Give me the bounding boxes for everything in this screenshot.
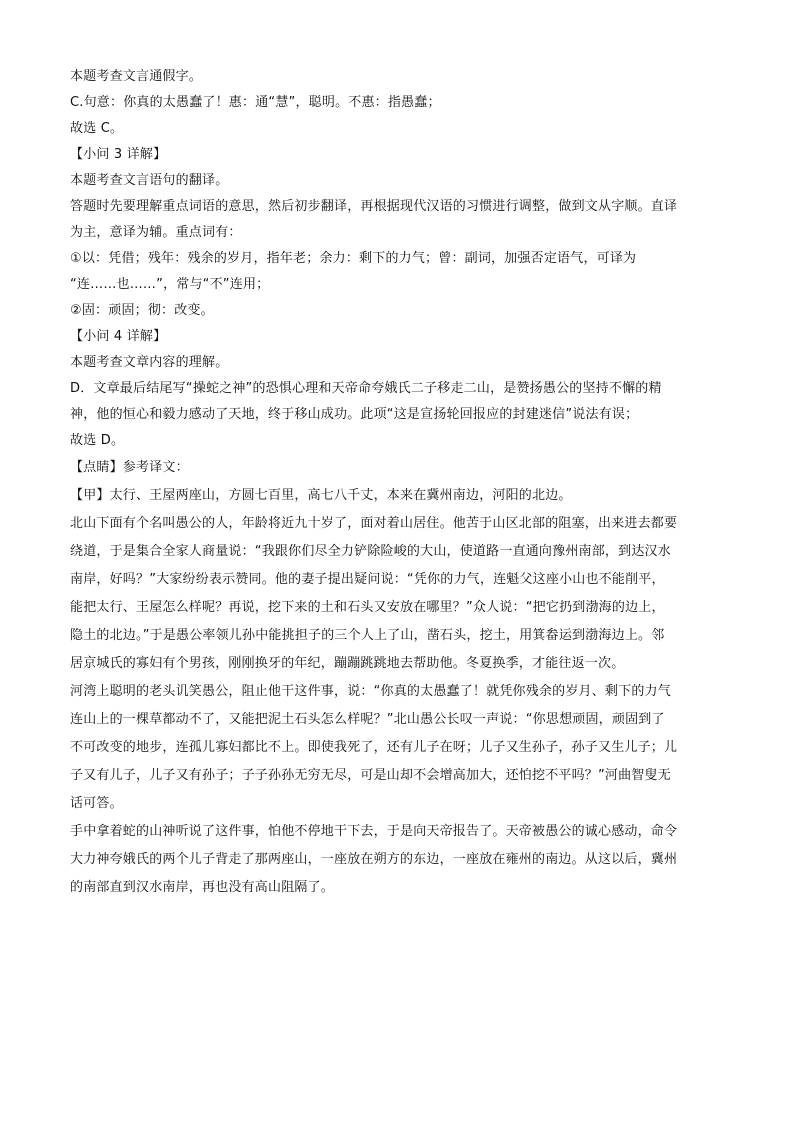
section-heading: 【小问 3 详解】: [70, 147, 167, 162]
document-body: [70, 64, 722, 902]
text-line: ①以：凭借；残年：残余的岁月，指年老；余力：剩下的力气；曾：副词，加强否定语气，可译为: [70, 251, 637, 266]
text-line: 故选 D。: [70, 433, 125, 448]
text-line: 的南部直到汉水南岸，再也没有高山阻隔了。: [70, 880, 335, 895]
text-line: 故选 C。: [70, 121, 124, 136]
text-line: C.句意：你真的太愚蠢了！惠：通“慧”，聪明。不惠：指愚蠢；: [70, 95, 441, 110]
text-line: 本题考查文章内容的理解。: [70, 355, 229, 370]
answer-block-q4: [70, 324, 722, 454]
text-line: D．文章最后结尾写“操蛇之神”的恐惧心理和天帝命夸娥氏二子移走二山，是赞扬愚公的坚持不懈的精: [70, 381, 662, 396]
section-heading: 【小问 4 详解】: [70, 329, 167, 344]
text-line: “连……也……”，常与“不”连用；: [70, 277, 270, 292]
text-line: 隐土的北边。”于是愚公率领儿孙中能挑担子的三个人上了山，凿石头，挖土，用箕畚运到渤海边上。邻: [70, 628, 665, 643]
text-line: 居京城氏的寡妇有个男孩，刚刚换牙的年纪，蹦蹦跳跳地去帮助他。冬夏换季，才能往返一次。: [70, 656, 625, 671]
text-line: 连山上的一棵草都动不了，又能把泥土石头怎么样呢？”北山愚公长叹一声说：“你思想顽固，顽固到了: [70, 712, 665, 727]
text-line: 子又有儿子，儿子又有孙子；子子孙孙无穷无尽，可是山却不会增高加大，还怕挖不平吗？”河曲智叟无: [70, 768, 671, 783]
text-line: 话可答。: [70, 796, 123, 811]
text-line: 手中拿着蛇的山神听说了这件事，怕他不停地干下去，于是向天帝报告了。天帝被愚公的诚心感动，命令: [70, 824, 678, 839]
text-line: 绕道，于是集合全家人商量说：“我跟你们尽全力铲除险峻的大山，使道路一直通向豫州南部，到达汉水: [70, 544, 671, 559]
answer-block-q3: [70, 142, 722, 324]
text-line: 南岸，好吗？”大家纷纷表示赞同。他的妻子提出疑问说：“凭你的力气，连魁父这座小山也不能削平，: [70, 572, 665, 587]
text-line: 不可改变的地步，连孤儿寡妇都比不上。即使我死了，还有儿子在呀；儿子又生孙子，孙子又生儿子；儿: [70, 740, 678, 755]
section-heading: 【点睛】参考译文：: [70, 460, 189, 475]
text-line: 答题时先要理解重点词语的意思，然后初步翻译，再根据现代汉语的习惯进行调整，做到文从字顺。直译: [70, 199, 678, 214]
text-line: ②固：顽固；彻：改变。: [70, 303, 214, 318]
text-line: 大力神夸娥氏的两个儿子背走了那两座山，一座放在朔方的东边，一座放在雍州的南边。从这以后，冀州: [70, 852, 678, 867]
text-line: 河湾上聪明的老头讥笑愚公，阻止他干这件事，说：“你真的太愚蠢了！就凭你残余的岁月、剩下的力气: [70, 684, 671, 699]
text-line: 能把太行、王屋怎么样呢？再说，挖下来的土和石头又安放在哪里？”众人说：“把它扔到渤海的边上，: [70, 600, 665, 615]
text-line: 北山下面有个名叫愚公的人，年龄将近九十岁了，面对着山居住。他苦于山区北部的阻塞，出来进去都要: [70, 516, 678, 531]
translation-block: [70, 454, 722, 902]
text-line: 神，他的恒心和毅力感动了天地，终于移山成功。此项“这是宣扬轮回报应的封建迷信”说法有误；: [70, 407, 639, 422]
answer-block-q2: [70, 64, 722, 142]
text-line: 本题考查文言语句的翻译。: [70, 173, 229, 188]
text-line: 本题考查文言通假字。: [70, 69, 203, 84]
text-line: 为主，意译为辅。重点词有：: [70, 225, 242, 240]
text-line: 【甲】太行、王屋两座山，方圆七百里，高七八千丈，本来在冀州南边，河阳的北边。: [70, 488, 572, 503]
